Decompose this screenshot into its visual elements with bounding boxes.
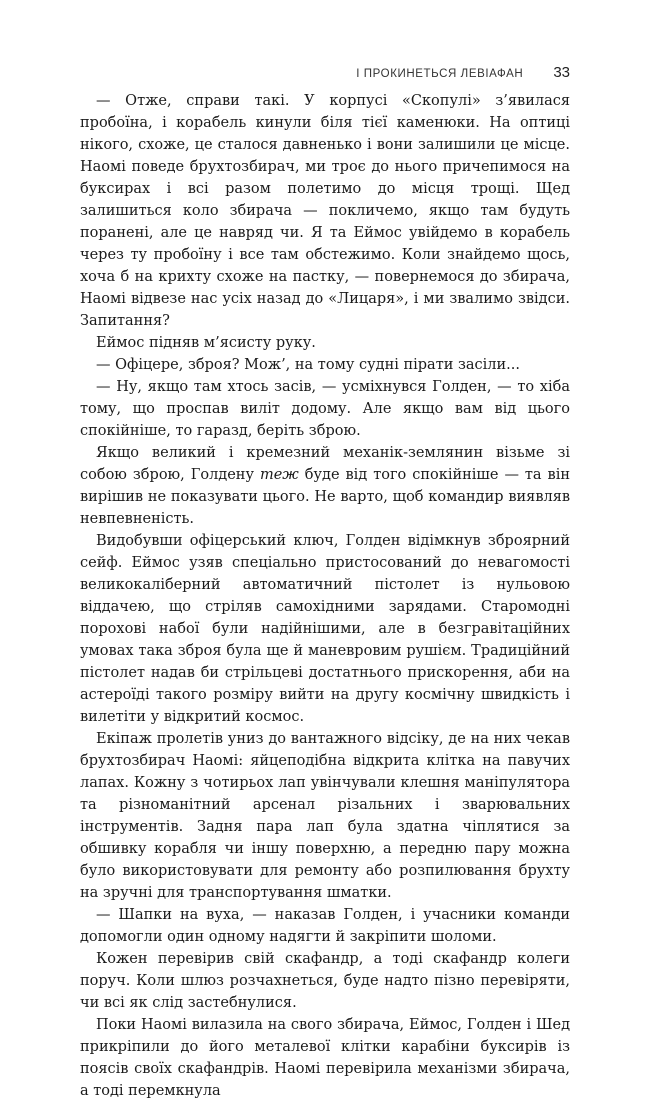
- text-run: буде від того спокійніше — та він вирішив не показувати цього. Не варто, щоб командир виявляв невпевненість.: [80, 467, 571, 527]
- paragraph: Кожен перевірив свій скафандр, а тоді скафандр колеги поруч. Коли шлюз розчахнеться, буде надто пізно перевіряти, чи всі як слід застебнулися.: [80, 951, 570, 1011]
- paragraph: — Отже, справи такі. У корпусі «Скопулі» з’явилася пробоїна, і корабель кинули біля тієї каменюки. На оптиці нікого, схоже, це сталося давненько і вони залишили це місце. Наомі поведе брухтозбирач, ми троє до нього причепимося на буксирах і всі разом полетимо до місця трощі. Щед залишиться коло збирача — покличемо, якщо там будуть поранені, але це навряд чи. Я та Еймос увійдемо в корабель через ту пробоїну і все там обстежимо. Коли знайдемо щось, хоча б на крихту схоже на пастку, — повернемося до збирача, Наомі відвезе нас усіх назад до «Лицаря», і ми звалимо звідси. Запитання?: [80, 93, 570, 329]
- text-run: Якщо великий і кремезний механік-землянин візьме зі собою зброю, Голдену: [80, 445, 570, 483]
- running-title: І ПРОКИНЕТЬСЯ ЛЕВІАФАН: [356, 68, 524, 80]
- paragraph: — Офіцере, зброя? Мож’, на тому судні пірати засіли...: [96, 357, 521, 373]
- paragraph: Поки Наомі вилазила на свого збирача, Еймос, Голден і Шед прикріпили до його металевої клітки карабіни буксирів із поясів своїх скафандрів. Наомі перевірила механізми збирача, а тоді перемкнула: [80, 1017, 570, 1099]
- paragraph: — Шапки на вуха, — наказав Голден, і учасники команди допомогли один одному надягти й закріпити шоломи.: [80, 907, 570, 945]
- running-header: [80, 64, 570, 81]
- paragraph: Видобувши офіцерський ключ, Голден відімкнув зброярний сейф. Еймос узяв спеціально пристосований до невагомості великокаліберний автоматичний пістолет із нульовою віддачею, що стріляв самохідними зарядами. Старомодні порохові набої були надійнішими, але в безгравітаційних умовах така зброя була ще й маневровим рушієм. Традиційний пістолет надав би стрільцеві достатнього прискорення, аби на астероїді такого розміру вийти на другу космічну швидкість і вилетіти у відкритий космос.: [80, 533, 570, 725]
- paragraph: [80, 442, 570, 530]
- emphasized-word: теж: [259, 467, 299, 483]
- body-text: [80, 90, 570, 1102]
- paragraph: Екіпаж пролетів униз до вантажного відсіку, де на них чекав брухтозбирач Наомі: яйцеподібна відкрита клітка на павучих лапах. Кожну з чотирьох лап увінчували клешня маніпулятора та різноманітний арсенал різальних і зварювальних інструментів. Задня пара лап була здатна чіплятися за обшивку корабля чи іншу поверхню, а передню пару можна було використовувати для ремонту або розпилювання брухту на зручні для транспортування шматки.: [80, 731, 570, 901]
- paragraph: Еймос підняв м’ясисту руку.: [96, 335, 316, 351]
- paragraph: — Ну, якщо там хтось засів, — усміхнувся Голден, — то хіба тому, що проспав виліт додому. Але якщо вам від цього спокійніше, то гаразд, беріть зброю.: [80, 379, 570, 439]
- page-number: 33: [553, 64, 570, 81]
